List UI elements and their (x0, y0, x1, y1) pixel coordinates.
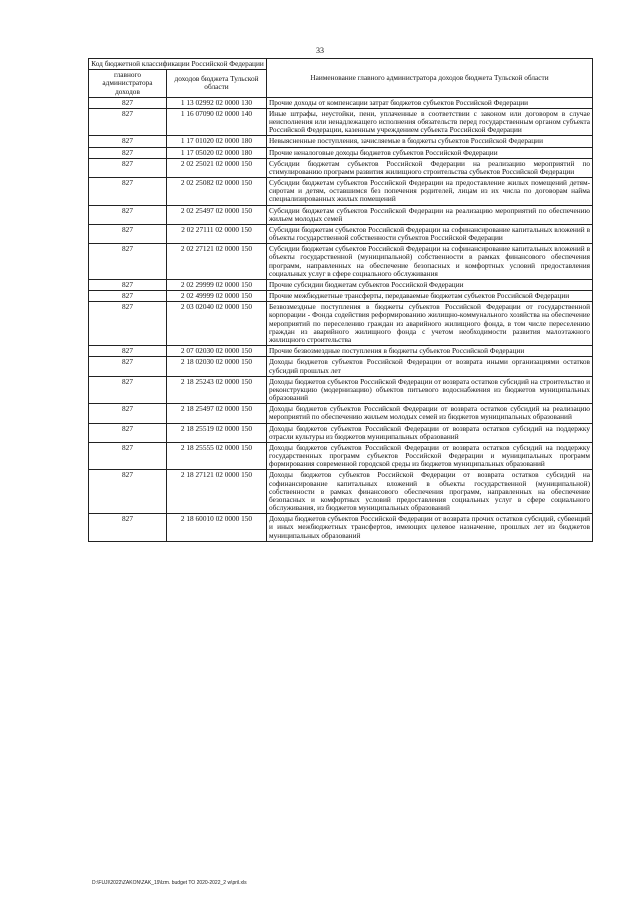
revenue-name-cell: Доходы бюджетов субъектов Российской Федерации от возврата остатков субсидий на софинансирование капитальных вложений в объекты государственной (муниципальной) собственности в рамках финансового обеспечения программ, направленных на обеспечение безопасных и комфортных условий предоставления социальных услуг в сфере социального обслуживания, из бюджетов муниципальных образований (267, 470, 593, 514)
admin-code-cell: 827 (89, 514, 167, 542)
page-number: 33 (316, 46, 324, 55)
revenue-code-cell: 1 17 05020 02 0000 180 (167, 147, 267, 158)
revenue-code-cell: 2 07 02030 02 0000 150 (167, 346, 267, 357)
admin-code-cell: 827 (89, 470, 167, 514)
revenue-code-cell: 2 18 25555 02 0000 150 (167, 442, 267, 470)
revenue-code-cell: 1 17 01020 02 0000 180 (167, 136, 267, 147)
table-row (89, 158, 593, 177)
table-row (89, 404, 593, 423)
admin-code-cell: 827 (89, 205, 167, 224)
admin-column-header: главного администратора доходов (89, 70, 167, 98)
revenue-name-cell: Прочие субсидии бюджетам субъектов Российской Федерации (267, 279, 593, 290)
table-row (89, 291, 593, 302)
admin-code-cell: 827 (89, 302, 167, 346)
revenue-name-cell: Доходы бюджетов субъектов Российской Федерации от возврата остатков субсидий на строительство и реконструкцию (модернизацию) объектов питьевого водоснабжения из бюджетов муниципальных образований (267, 376, 593, 404)
revenue-name-cell: Доходы бюджетов субъектов Российской Федерации от возврата иными организациями остатков субсидий прошлых лет (267, 357, 593, 376)
revenue-name-cell: Доходы бюджетов субъектов Российской Федерации от возврата остатков субсидий на реализацию мероприятий по обеспечению жильем молодых семей из бюджетов муниципальных образований (267, 404, 593, 423)
revenue-name-cell: Прочие межбюджетные трансферты, передаваемые бюджетам субъектов Российской Федерации (267, 291, 593, 302)
table-row (89, 514, 593, 542)
table-row (89, 147, 593, 158)
admin-code-cell: 827 (89, 147, 167, 158)
revenue-name-cell: Невыясненные поступления, зачисляемые в бюджеты субъектов Российской Федерации (267, 136, 593, 147)
revenue-code-cell: 2 03 02040 02 0000 150 (167, 302, 267, 346)
revenue-name-cell: Прочие доходы от компенсации затрат бюджетов субъектов Российской Федерации (267, 97, 593, 108)
revenue-name-cell: Доходы бюджетов субъектов Российской Федерации от возврата прочих остатков субсидий, субвенций и иных межбюджетных трансфертов, имеющих целевое назначение, прошлых лет из бюджетов муниципальных образований (267, 514, 593, 542)
table-row (89, 136, 593, 147)
admin-code-cell: 827 (89, 244, 167, 280)
revenue-name-cell: Прочие безвозмездные поступления в бюджеты субъектов Российской Федерации (267, 346, 593, 357)
revenue-code-cell: 2 02 25021 02 0000 150 (167, 158, 267, 177)
table-row (89, 302, 593, 346)
admin-code-cell: 827 (89, 357, 167, 376)
admin-code-cell: 827 (89, 136, 167, 147)
admin-code-cell: 827 (89, 158, 167, 177)
classification-code-header: Код бюджетной классификации Российской Федерации (89, 59, 267, 70)
table-row (89, 224, 593, 243)
revenue-code-cell: 2 02 25082 02 0000 150 (167, 178, 267, 206)
revenue-code-cell: 2 02 27111 02 0000 150 (167, 224, 267, 243)
table-row (89, 423, 593, 442)
table-row (89, 279, 593, 290)
revenue-name-cell: Доходы бюджетов субъектов Российской Федерации от возврата остатков субсидий на поддержку государственных программ субъектов Российской Федерации и муниципальных программ формирования современной городской среды из бюджетов муниципальных образований (267, 442, 593, 470)
table-row (89, 205, 593, 224)
revenue-code-cell: 2 18 25497 02 0000 150 (167, 404, 267, 423)
table-body (89, 97, 593, 541)
table-row (89, 178, 593, 206)
table-row (89, 108, 593, 136)
revenue-name-cell: Прочие неналоговые доходы бюджетов субъектов Российской Федерации (267, 147, 593, 158)
table-row (89, 442, 593, 470)
file-path-footer: D:\FUJI\2022\ZAKON\ZAK_19\Izm. budget TO 2020-2022_2 w\pril.xls (92, 880, 247, 886)
revenue-code-table (88, 58, 593, 542)
revenue-code-cell: 2 02 29999 02 0000 150 (167, 279, 267, 290)
revenue-code-cell: 2 02 25497 02 0000 150 (167, 205, 267, 224)
revenue-name-cell: Иные штрафы, неустойки, пени, уплаченные в соответствии с законом или договором в случае неисполнения или ненадлежащего исполнения обязательств перед государственным органом субъекта Российской Федерации, казенным учреждением субъекта Российской Федерации (267, 108, 593, 136)
admin-code-cell: 827 (89, 108, 167, 136)
revenue-name-cell: Безвозмездные поступления в бюджеты субъектов Российской Федерации от государственной корпорации - Фонда содействия реформированию жилищно-коммунального хозяйства на обеспечение мероприятий по переселению граждан из аварийного жилищного фонда, в том числе переселению граждан из аварийного жилищного фонда с учетом необходимости развития малоэтажного жилищного строительства (267, 302, 593, 346)
revenue-name-cell: Субсидии бюджетам субъектов Российской Федерации на софинансирование капитальных вложений в объекты государственной (муниципальной) собственности в рамках финансового обеспечения программ, направленных на обеспечение безопасных и комфортных условий предоставления социальных услуг в сфере социального обслуживания (267, 244, 593, 280)
admin-code-cell: 827 (89, 224, 167, 243)
revenue-name-cell: Субсидии бюджетам субъектов Российской Федерации на предоставление жилых помещений детям-сиротам и детям, оставшимся без попечения родителей, лицам из их числа по договорам найма специализированных жилых помещений (267, 178, 593, 206)
admin-code-cell: 827 (89, 346, 167, 357)
admin-code-cell: 827 (89, 178, 167, 206)
admin-code-cell: 827 (89, 376, 167, 404)
revenue-code-cell: 2 02 49999 02 0000 150 (167, 291, 267, 302)
revenue-code-cell: 2 18 60010 02 0000 150 (167, 514, 267, 542)
revenue-name-cell: Доходы бюджетов субъектов Российской Федерации от возврата остатков субсидий на поддержку отрасли культуры из бюджетов муниципальных образований (267, 423, 593, 442)
revenue-code-cell: 1 13 02992 02 0000 130 (167, 97, 267, 108)
admin-code-cell: 827 (89, 442, 167, 470)
revenue-code-cell: 1 16 07090 02 0000 140 (167, 108, 267, 136)
revenue-name-cell: Субсидии бюджетам субъектов Российской Федерации на реализацию мероприятий по обеспечению жильем молодых семей (267, 205, 593, 224)
revenue-name-cell: Субсидии бюджетам субъектов Российской Федерации на реализацию мероприятий по стимулированию программ развития жилищного строительства субъектов Российской Федерации (267, 158, 593, 177)
revenue-code-cell: 2 18 25243 02 0000 150 (167, 376, 267, 404)
revenue-code-cell: 2 02 27121 02 0000 150 (167, 244, 267, 280)
admin-code-cell: 827 (89, 97, 167, 108)
revenue-code-cell: 2 18 27121 02 0000 150 (167, 470, 267, 514)
table-row (89, 376, 593, 404)
table-row (89, 346, 593, 357)
revenue-code-cell: 2 18 25519 02 0000 150 (167, 423, 267, 442)
revenue-code-cell: 2 18 02030 02 0000 150 (167, 357, 267, 376)
admin-code-cell: 827 (89, 404, 167, 423)
table-row (89, 97, 593, 108)
name-column-header: Наименование главного администратора доходов бюджета Тульской области (267, 59, 593, 98)
table-row (89, 357, 593, 376)
income-column-header: доходов бюджета Тульской области (167, 70, 267, 98)
admin-code-cell: 827 (89, 423, 167, 442)
table-row (89, 244, 593, 280)
admin-code-cell: 827 (89, 279, 167, 290)
admin-code-cell: 827 (89, 291, 167, 302)
revenue-name-cell: Субсидии бюджетам субъектов Российской Федерации на софинансирование капитальных вложений в объекты государственной собственности субъектов Российской Федерации (267, 224, 593, 243)
table-row (89, 470, 593, 514)
